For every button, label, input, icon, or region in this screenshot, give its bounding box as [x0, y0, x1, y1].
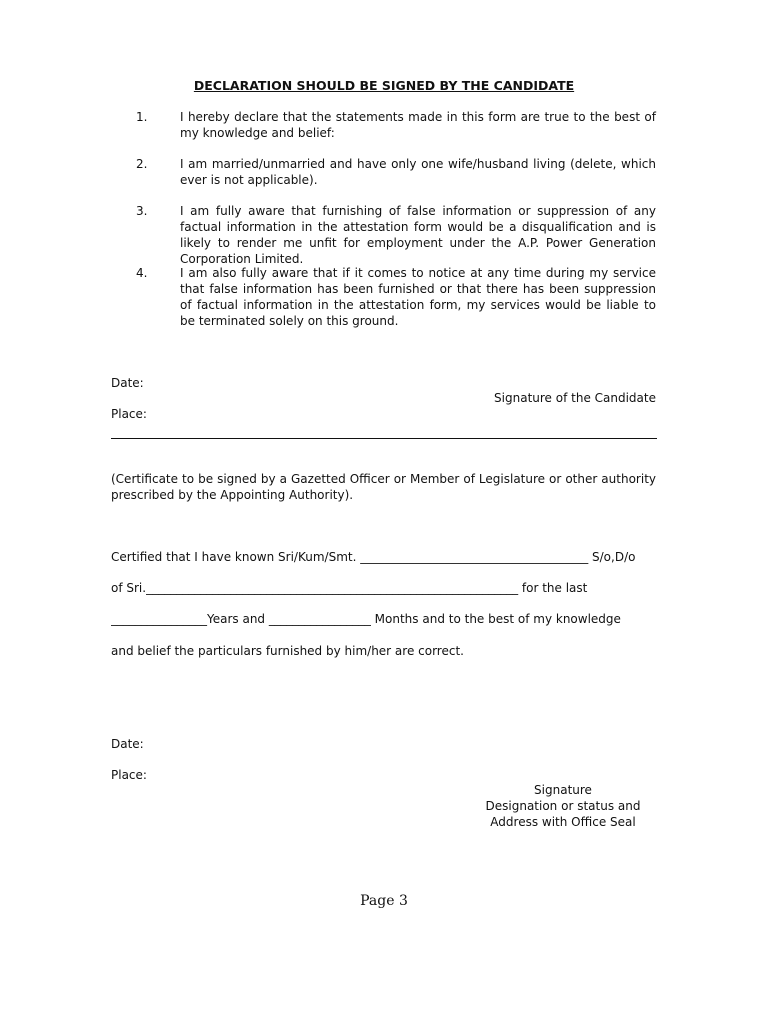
- page-number: Page 3: [360, 893, 408, 909]
- item-text: I am also fully aware that if it comes to notice at any time during my service that false information has been furnished or that there has been suppression of factual information in the attestation form, my services would be liable to be terminated solely on this ground.: [180, 266, 656, 328]
- certificate-date-label: Date:: [111, 737, 144, 751]
- certificate-line-2: of Sri.______________________________________________________________ for the last: [111, 581, 588, 595]
- certificate-place-label: Place:: [111, 768, 147, 782]
- item-number: 4.: [136, 266, 148, 280]
- signature-label: Signature: [534, 783, 592, 797]
- certificate-line-1: Certified that I have known Sri/Kum/Smt. ______________________________________ S/o,D/o: [111, 550, 636, 564]
- item-text: I am married/unmarried and have only one wife/husband living (delete, which ever is not applicable).: [180, 157, 656, 187]
- declaration-title: DECLARATION SHOULD BE SIGNED BY THE CANDIDATE: [193, 78, 575, 93]
- certificate-note: (Certificate to be signed by a Gazetted Officer or Member of Legislature or other authority prescribed by the Appointing Authority).: [111, 472, 656, 502]
- candidate-signature-label: Signature of the Candidate: [494, 391, 656, 405]
- certificate-line-3: ________________Years and _________________ Months and to the best of my knowledge: [111, 612, 621, 626]
- section-divider: [111, 438, 657, 439]
- address-seal-label: Address with Office Seal: [490, 815, 636, 829]
- declaration-date-label: Date:: [111, 376, 144, 390]
- designation-label: Designation or status and: [485, 799, 641, 813]
- item-number: 1.: [136, 110, 148, 124]
- item-text: I am fully aware that furnishing of false information or suppression of any factual information in the attestation form would be a disqualification and is likely to render me unfit for employment under the A.P. Power Generation Corporation Limited.: [180, 204, 656, 266]
- declaration-place-label: Place:: [111, 407, 147, 421]
- certificate-line-4: and belief the particulars furnished by him/her are correct.: [111, 644, 464, 658]
- officer-signature-block: [470, 782, 656, 830]
- item-number: 3.: [136, 204, 148, 218]
- item-number: 2.: [136, 157, 148, 171]
- item-text: I hereby declare that the statements made in this form are true to the best of my knowledge and belief:: [180, 110, 656, 140]
